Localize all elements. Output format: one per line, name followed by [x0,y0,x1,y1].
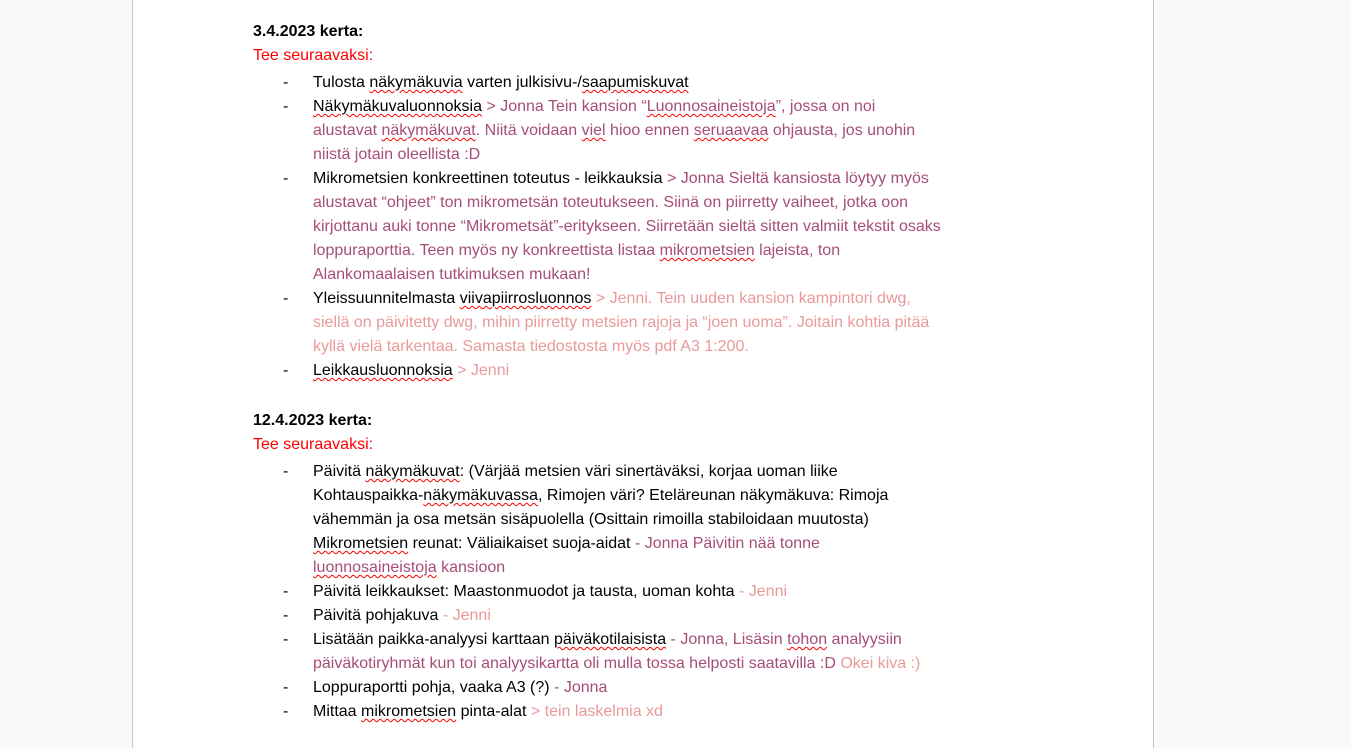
text-segment: hioo ennen [605,122,694,139]
misspelled-word: näkymäkuvia [369,74,463,91]
text-segment: > Jenni. Tein uuden kansion kampintori dwg, [595,290,911,307]
text-segment: kansioon [436,559,506,576]
todo-list [253,71,1045,383]
text-segment: loppuraporttia. Teen myös ny konkreettista listaa [313,242,660,259]
text-segment: niistä jotain oleellista :D [313,146,481,163]
bullet-marker: - [283,583,289,600]
bullet-marker: - [283,290,289,307]
text-segment: pinta-alat [456,703,531,720]
misspelled-word: päiväkotilaisista [554,631,667,648]
list-item [253,287,1045,359]
bullet-marker: - [283,703,289,720]
text-segment: reunat: Väliaikaiset suoja-aidat [408,535,635,552]
text-line[interactable] [313,239,1045,263]
text-segment: - Jonna [554,679,608,696]
text-segment: kirjottanu auki tonne “Mikrometsät”-eritykseen. Siirretään sieltä sitten valmiit tekstit osaks [313,218,941,235]
misspelled-word: näkymäkuvat [365,463,460,480]
list-item [253,167,1045,287]
text-segment: > Jonna Tein kansion “ [486,98,647,115]
text-line[interactable] [313,580,1045,604]
bullet-marker: - [283,607,289,624]
text-segment: Päivitä [313,463,366,480]
text-line[interactable] [313,167,1045,191]
text-segment: päiväkotiryhmät kun toi analyysikartta oli mulla tossa helposti saatavilla :D [313,655,841,672]
misspelled-word: mikrometsien [361,703,457,720]
text-line[interactable] [313,311,1045,335]
section-title[interactable]: 3.4.2023 kerta: [253,23,364,40]
text-segment: > tein laskelmia xd [530,703,663,720]
text-segment: Päivitä leikkaukset: Maastonmuodot ja tausta, uoman kohta [313,583,740,600]
text-segment: Yleissuunnitelmasta [313,290,460,307]
list-item [253,676,1045,700]
text-line[interactable] [313,71,1045,95]
list-item [253,700,1045,724]
document-page[interactable] [132,0,1154,748]
bullet-marker: - [283,362,289,379]
text-segment: siellä on päivitetty dwg, mihin piirretty metsien rajoja ja “joen uoma”. Joitain kohtia pitää [313,314,930,331]
list-item [253,359,1045,383]
misspelled-word: luonnosaineistoja [313,559,437,576]
text-line[interactable] [313,700,1045,724]
misspelled-word: saapumiskuvat [581,74,689,91]
text-line[interactable] [313,263,1045,287]
text-segment: varten julkisivu-/ [462,74,582,91]
text-line[interactable] [313,119,1045,143]
text-segment: alustavat “ohjeet” ton mikrometsän toteutukseen. Siinä on piirretty vaiheet, jotka oon [313,194,908,211]
text-line[interactable] [313,508,1045,532]
text-segment: Okei kiva :) [840,655,921,672]
section [253,20,1045,383]
text-line[interactable] [313,359,1045,383]
text-segment: Mikrometsien konkreettinen toteutus - leikkauksia [313,170,667,187]
bullet-marker: - [283,463,289,480]
list-item [253,460,1045,580]
misspelled-word: seruaavaa [693,122,769,139]
misspelled-word: Leikkausluonnoksia [313,362,453,379]
list-item [253,71,1045,95]
text-segment: Lisätään paikka-analyysi karttaan [313,631,555,648]
text-segment: - Jenni [739,583,788,600]
misspelled-word: viel [581,122,606,139]
text-segment: analyysiin [827,631,902,648]
section-subtitle[interactable]: Tee seuraavaksi: [253,47,374,64]
text-segment: : (Värjää metsien väri sinertäväksi, korjaa uoman liike [459,463,838,480]
text-line[interactable] [313,335,1045,359]
list-item [253,628,1045,676]
text-line[interactable] [313,95,1045,119]
bullet-marker: - [283,679,289,696]
misspelled-word: Mikrometsien [313,535,409,552]
text-segment: , Rimojen väri? Eteläreunan näkymäkuva: Rimoja [538,487,889,504]
section-title[interactable]: 12.4.2023 kerta: [253,412,373,429]
text-line[interactable] [313,287,1045,311]
text-line[interactable] [313,532,1045,556]
text-segment: ”, jossa on noi [775,98,876,115]
section [253,409,1045,724]
text-segment: - Jonna Päivitin nää tonne [634,535,820,552]
text-line[interactable] [313,484,1045,508]
text-line[interactable] [313,215,1045,239]
text-segment: Tulosta [313,74,370,91]
text-line[interactable] [313,676,1045,700]
misspelled-word: tohon [787,631,828,648]
text-line[interactable] [313,191,1045,215]
misspelled-word: näkymäkuvassa [423,487,539,504]
bullet-marker: - [283,98,289,115]
text-segment: > Jonna Sieltä kansiosta löytyy myös [666,170,929,187]
text-line[interactable] [313,460,1045,484]
text-segment: - Jenni [442,607,491,624]
text-segment: Mittaa [313,703,362,720]
misspelled-word: viivapiirrosluonnos [459,290,592,307]
text-line[interactable] [313,652,1045,676]
misspelled-word: Näkymäkuvaluonnoksia [313,98,482,115]
text-segment: kyllä vielä tarkentaa. Samasta tiedostosta myös pdf A3 1:200. [313,338,749,355]
text-line[interactable] [313,604,1045,628]
text-segment: lajeista, ton [754,242,841,259]
text-segment: - Jonna, Lisäsin [670,631,788,648]
text-segment: Loppuraportti pohja, vaaka A3 (?) [313,679,555,696]
text-segment: alustavat [313,122,382,139]
document-content [133,0,1045,724]
list-item [253,580,1045,604]
text-segment: Päivitä pohjakuva [313,607,443,624]
todo-list [253,460,1045,724]
list-item [253,95,1045,167]
section-subtitle[interactable]: Tee seuraavaksi: [253,436,374,453]
list-item [253,604,1045,628]
bullet-marker: - [283,74,289,91]
bullet-marker: - [283,170,289,187]
misspelled-word: Luonnosaineistoja [646,98,776,115]
text-line[interactable] [313,556,1045,580]
text-line[interactable] [313,628,1045,652]
misspelled-word: mikrometsien [659,242,755,259]
text-segment: Kohtauspaikka- [313,487,424,504]
text-segment: . Niitä voidaan [475,122,582,139]
text-segment: vähemmän ja osa metsän sisäpuolella (Osittain rimoilla stabiloidaan muutosta) [313,511,869,528]
misspelled-word: näkymäkuvat [381,122,476,139]
text-line[interactable] [313,143,1045,167]
text-segment: Alankomaalaisen tutkimuksen mukaan! [313,266,591,283]
bullet-marker: - [283,631,289,648]
text-segment: ohjausta, jos unohin [768,122,916,139]
text-segment: > Jenni [457,362,510,379]
